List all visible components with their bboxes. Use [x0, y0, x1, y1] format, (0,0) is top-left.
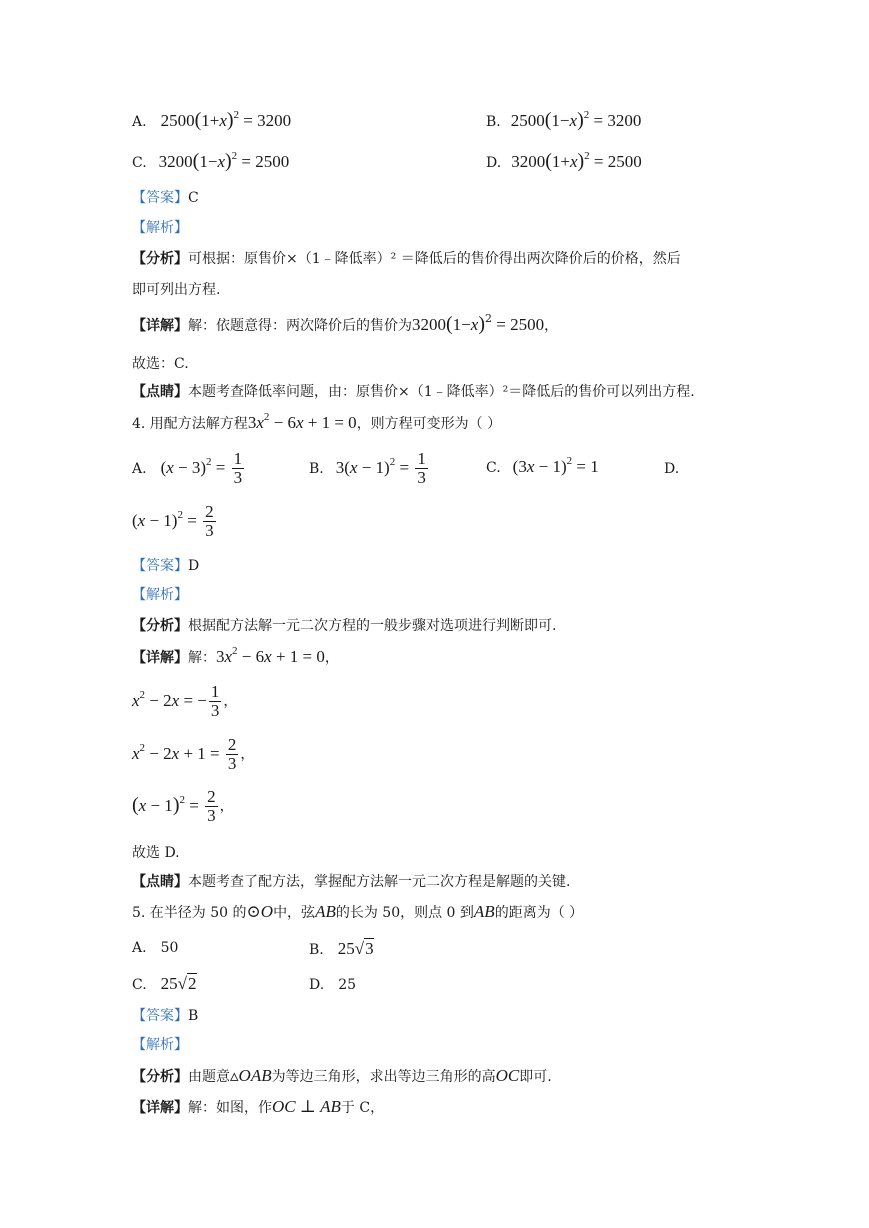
fraction: $\frac{2}{3}$	[207, 787, 216, 825]
q3-option-c: C. $3200(1-x)^2 = 2500$	[132, 150, 290, 172]
expr: 3200	[158, 152, 193, 171]
q4-answer: 【答案】D	[132, 558, 200, 574]
q3-fenxi-line2: 即可列出方程.	[132, 282, 221, 298]
q3-analysis-tag: 【解析】	[132, 220, 188, 236]
q5-option-c: C. 25√2	[132, 974, 197, 993]
q3-option-a: A. $2500(1+x)^2 = 3200$	[132, 109, 292, 131]
q3-choose: 故选：C.	[132, 356, 189, 372]
q4-step-3: $(x - 1)^2$ = $\frac{2}{3}$ ，	[132, 787, 234, 825]
fraction: $\frac{1}{3}$	[210, 682, 220, 720]
q5-detail: 【详解】解：如图，作OC ⊥ AB于 C，	[132, 1097, 385, 1116]
q4-step-1: $x^2 - 2x$ = − $\frac{1}{3}$ ，	[132, 682, 238, 720]
q4-stem: 4. 用配方法解方程$3x^2 - 6x + 1 = 0$，则方程可变形为（ ）	[132, 411, 502, 432]
q5-option-a: A. 50	[132, 940, 179, 956]
q4-option-d: $(x - 1)^2$ = $\frac{2}{3}$	[132, 502, 214, 540]
q5-stem: 5. 在半径为 50 的⊙O中，弦AB的长为 50，则点 0 到AB的距离为（ ）	[132, 902, 584, 921]
q3-comment: 【点睛】本题考查降低率问题，由：原售价×（1﹣降低率）²＝降低后的售价可以列出方程.	[132, 384, 695, 400]
q4-option-a: A. $(x - 3)^2$ = $\frac{1}{3}$	[132, 449, 243, 487]
fraction: $\frac{2}{3}$	[205, 502, 214, 540]
q4-option-b: B. $3(x - 1)^2$ = $\frac{1}{3}$	[309, 449, 426, 487]
q3-detail: 【详解】解：依题意得：两次降价后的售价为$3200(1-x)^2 = 2500$，	[132, 312, 559, 335]
q3-option-d: D. $3200(1+x)^2 = 2500$	[486, 150, 642, 172]
q5-answer: 【答案】B	[132, 1008, 199, 1024]
q4-step-2: $x^2 - 2x + 1$ = $\frac{2}{3}$ ，	[132, 735, 255, 773]
q4-analysis-tag: 【解析】	[132, 587, 188, 603]
q3-answer: 【答案】C	[132, 190, 199, 206]
q4-option-c: C. $(3x - 1)^2 = 1$	[486, 455, 599, 476]
q4-comment: 【点睛】本题考查了配方法，掌握配方法解一元二次方程是解题的关键.	[132, 874, 571, 890]
q3-fenxi-line1: 【分析】可根据：原售价×（1﹣降低率）² ＝降低后的售价得出两次降价后的价格，然后	[132, 251, 681, 267]
q4-choose: 故选 D.	[132, 845, 180, 861]
q5-option-d: D. 25	[309, 977, 357, 993]
q4-option-d-label: D.	[664, 461, 680, 477]
q3-option-b: B. $2500(1-x)^2 = 3200$	[486, 109, 642, 131]
answer-tag: 【答案】	[132, 190, 188, 206]
expr: 2500	[510, 111, 545, 130]
option-label: B.	[486, 114, 501, 130]
fraction: $\frac{1}{3}$	[233, 449, 243, 487]
q5-option-b: B. 25√3	[309, 939, 374, 958]
expr: 3200	[511, 152, 546, 171]
option-label: C.	[132, 155, 147, 171]
q4-fenxi: 【分析】根据配方法解一元二次方程的一般步骤对选项进行判断即可.	[132, 618, 557, 634]
fraction: $\frac{2}{3}$	[227, 735, 237, 773]
q5-fenxi: 【分析】由题意▵OAB为等边三角形，求出等边三角形的高OC即可.	[132, 1066, 552, 1085]
option-label: A.	[132, 114, 147, 130]
q4-detail: 【详解】解：$3x^2 - 6x + 1 = 0$，	[132, 645, 339, 666]
option-label: D.	[486, 155, 502, 171]
q5-analysis-tag: 【解析】	[132, 1037, 188, 1053]
expr: 2500	[160, 111, 195, 130]
fraction: $\frac{1}{3}$	[417, 449, 426, 487]
